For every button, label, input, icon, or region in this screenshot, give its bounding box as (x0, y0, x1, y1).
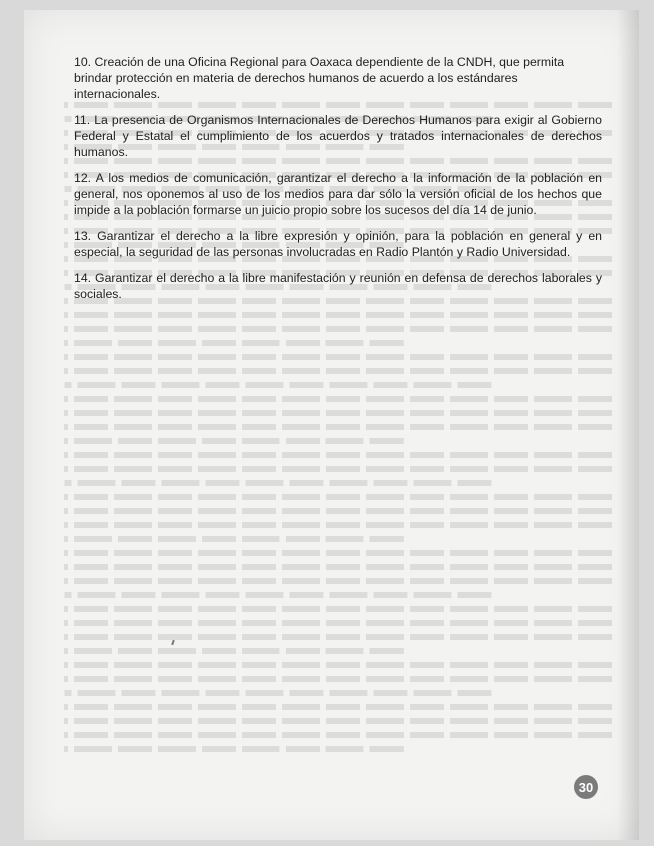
list-item-14: 14. Garantizar el derecho a la libre manifestación y reunión en defensa de derechos laborales y sociales. (74, 271, 602, 301)
list-item-12: 12. A los medios de comunicación, garantizar el derecho a la información de la población en general, nos oponemos al uso de los medios para dar sólo la versión oficial de los hechos que impide a la población formarse un juicio propio sobre los sucesos del día 14 de junio. (74, 171, 602, 217)
list-item-11: 11. La presencia de Organismos Internacionales de Derechos Humanos para exigir al Gobierno Federal y Estatal el cumplimiento de los acuerdos y tratados internacionales de derechos humanos. (74, 113, 602, 159)
scan-speck (171, 640, 175, 645)
page-number-badge: 30 (574, 775, 598, 799)
list-item-10: 10. Creación de una Oficina Regional para Oaxaca dependiente de la CNDH, que permita brindar protección en materia de derechos humanos de acuerdo a los estándares internacionales. (74, 55, 565, 101)
page-edge-shadow (617, 10, 639, 840)
list-item-13: 13. Garantizar el derecho a la libre expresión y opinión, para la población en general y en especial, la seguridad de las personas involucradas en Radio Plantón y Radio Universidad. (74, 229, 602, 259)
document-page (24, 10, 639, 840)
document-content (74, 54, 602, 312)
